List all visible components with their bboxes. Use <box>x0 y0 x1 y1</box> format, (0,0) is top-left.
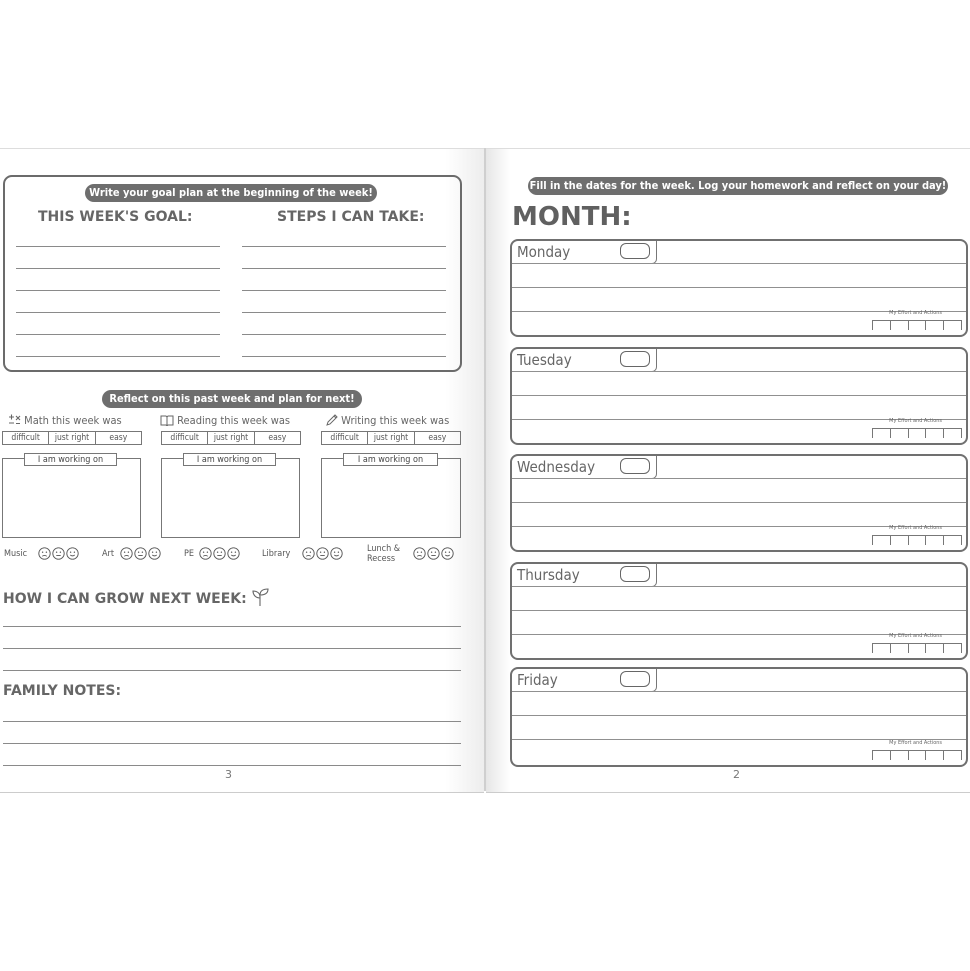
goal-plan-banner: Write your goal plan at the beginning of the week! <box>85 184 377 202</box>
reading-difficulty-scale <box>161 431 301 445</box>
lunch-recess-faces <box>413 547 454 560</box>
happy-face-icon[interactable] <box>441 547 454 560</box>
date-entry-box[interactable] <box>620 566 650 582</box>
homework-line[interactable] <box>512 371 966 372</box>
special-lunch-label: Lunch & Recess <box>367 544 401 564</box>
effort-actions-rating[interactable] <box>872 633 962 653</box>
effort-boxes[interactable] <box>872 320 962 330</box>
dates-banner: Fill in the dates for the week. Log your homework and reflect on your day! <box>528 177 948 195</box>
scale-just-right[interactable]: just right <box>208 432 254 444</box>
writing-subject-title: Writing this week was <box>326 414 449 427</box>
sprout-icon <box>252 587 270 607</box>
goal-writing-line[interactable] <box>16 334 220 335</box>
reading-subject-title: Reading this week was <box>160 414 290 427</box>
homework-line[interactable] <box>512 715 966 716</box>
happy-face-icon[interactable] <box>227 547 240 560</box>
effort-boxes[interactable] <box>872 750 962 760</box>
goal-writing-line[interactable] <box>16 246 220 247</box>
goal-writing-line[interactable] <box>16 356 220 357</box>
day-block-thursday <box>510 562 968 660</box>
goal-writing-line[interactable] <box>16 290 220 291</box>
day-name: Friday <box>517 671 558 689</box>
open-book-icon <box>160 414 174 426</box>
math-working-on-tag: I am working on <box>24 453 117 466</box>
writing-difficulty-scale <box>321 431 461 445</box>
neutral-face-icon[interactable] <box>316 547 329 560</box>
special-art-label: Art <box>102 549 115 559</box>
effort-label: My Effort and Actions <box>889 740 942 746</box>
writing-working-on-box <box>321 458 461 538</box>
month-heading: MONTH: <box>512 202 632 232</box>
effort-label: My Effort and Actions <box>889 525 942 531</box>
grow-writing-line[interactable] <box>3 626 461 627</box>
grow-heading: HOW I CAN GROW NEXT WEEK: <box>3 587 270 607</box>
effort-label: My Effort and Actions <box>889 633 942 639</box>
neutral-face-icon[interactable] <box>52 547 65 560</box>
effort-actions-rating[interactable] <box>872 525 962 545</box>
date-bracket <box>652 564 657 587</box>
date-bracket <box>652 456 657 479</box>
date-bracket <box>652 349 657 372</box>
day-name: Wednesday <box>517 458 596 476</box>
scale-easy[interactable]: easy <box>428 433 447 443</box>
family-notes-heading: FAMILY NOTES: <box>3 683 122 699</box>
writing-working-on-tag: I am working on <box>343 453 438 466</box>
date-entry-box[interactable] <box>620 243 650 259</box>
goal-plan-box <box>3 175 462 372</box>
reading-working-on-box <box>161 458 300 538</box>
day-name: Thursday <box>517 566 580 584</box>
grow-writing-line[interactable] <box>3 648 461 649</box>
special-music-label: Music <box>4 549 28 559</box>
neutral-face-icon[interactable] <box>427 547 440 560</box>
day-block-friday <box>510 667 968 767</box>
date-entry-box[interactable] <box>620 671 650 687</box>
library-faces <box>302 547 343 560</box>
scale-difficult[interactable]: difficult <box>162 432 208 444</box>
effort-actions-rating[interactable] <box>872 740 962 760</box>
pencil-icon <box>326 414 338 426</box>
math-symbols-icon <box>8 414 21 426</box>
effort-boxes[interactable] <box>872 643 962 653</box>
art-faces <box>120 547 161 560</box>
effort-label: My Effort and Actions <box>889 418 942 424</box>
right-page-number: 2 <box>733 768 740 781</box>
music-faces <box>38 547 79 560</box>
special-library-label: Library <box>262 549 291 559</box>
date-bracket <box>652 241 657 264</box>
homework-line[interactable] <box>512 691 966 692</box>
date-entry-box[interactable] <box>620 458 650 474</box>
goal-writing-line[interactable] <box>242 334 446 335</box>
left-page-number: 3 <box>225 768 232 781</box>
left-page <box>0 148 484 793</box>
neutral-face-icon[interactable] <box>134 547 147 560</box>
scale-just-right[interactable]: just right <box>49 432 95 444</box>
scale-just-right[interactable]: just right <box>368 432 414 444</box>
effort-actions-rating[interactable] <box>872 310 962 330</box>
pe-faces <box>199 547 240 560</box>
reflect-banner: Reflect on this past week and plan for next! <box>102 390 362 408</box>
happy-face-icon[interactable] <box>148 547 161 560</box>
grow-writing-line[interactable] <box>3 670 461 671</box>
goal-writing-line[interactable] <box>16 268 220 269</box>
homework-line[interactable] <box>512 586 966 587</box>
goal-writing-line[interactable] <box>242 312 446 313</box>
goal-writing-line[interactable] <box>242 290 446 291</box>
math-subject-title: Math this week was <box>8 414 122 427</box>
math-working-on-box <box>2 458 141 538</box>
date-entry-box[interactable] <box>620 351 650 367</box>
sad-face-icon[interactable] <box>413 547 426 560</box>
family-notes-writing-line[interactable] <box>3 721 461 722</box>
happy-face-icon[interactable] <box>66 547 79 560</box>
math-difficulty-scale <box>2 431 142 445</box>
homework-line[interactable] <box>512 263 966 264</box>
reading-working-on-tag: I am working on <box>183 453 276 466</box>
effort-boxes[interactable] <box>872 428 962 438</box>
happy-face-icon[interactable] <box>330 547 343 560</box>
scale-difficult[interactable]: difficult <box>322 432 368 444</box>
scale-easy[interactable]: easy <box>268 433 287 443</box>
homework-line[interactable] <box>512 610 966 611</box>
effort-actions-rating[interactable] <box>872 418 962 438</box>
sad-face-icon[interactable] <box>302 547 315 560</box>
special-pe-label: PE <box>184 549 194 559</box>
goal-writing-line[interactable] <box>16 312 220 313</box>
scale-easy[interactable]: easy <box>109 433 128 443</box>
goal-writing-line[interactable] <box>242 246 446 247</box>
day-block-tuesday <box>510 347 968 445</box>
goal-writing-line[interactable] <box>242 268 446 269</box>
neutral-face-icon[interactable] <box>213 547 226 560</box>
sad-face-icon[interactable] <box>199 547 212 560</box>
family-notes-writing-line[interactable] <box>3 765 461 766</box>
open-planner-book <box>0 148 970 791</box>
homework-line[interactable] <box>512 502 966 503</box>
family-notes-writing-line[interactable] <box>3 743 461 744</box>
goal-heading: THIS WEEK'S GOAL: <box>38 209 193 225</box>
effort-label: My Effort and Actions <box>889 310 942 316</box>
sad-face-icon[interactable] <box>38 547 51 560</box>
day-block-wednesday <box>510 454 968 552</box>
goal-writing-line[interactable] <box>242 356 446 357</box>
day-block-monday <box>510 239 968 337</box>
homework-line[interactable] <box>512 287 966 288</box>
homework-line[interactable] <box>512 478 966 479</box>
homework-line[interactable] <box>512 395 966 396</box>
steps-heading: STEPS I CAN TAKE: <box>277 209 425 225</box>
day-name: Tuesday <box>517 351 572 369</box>
sad-face-icon[interactable] <box>120 547 133 560</box>
day-name: Monday <box>517 243 571 261</box>
date-bracket <box>652 669 657 692</box>
right-page <box>486 148 970 793</box>
effort-boxes[interactable] <box>872 535 962 545</box>
scale-difficult[interactable]: difficult <box>3 432 49 444</box>
